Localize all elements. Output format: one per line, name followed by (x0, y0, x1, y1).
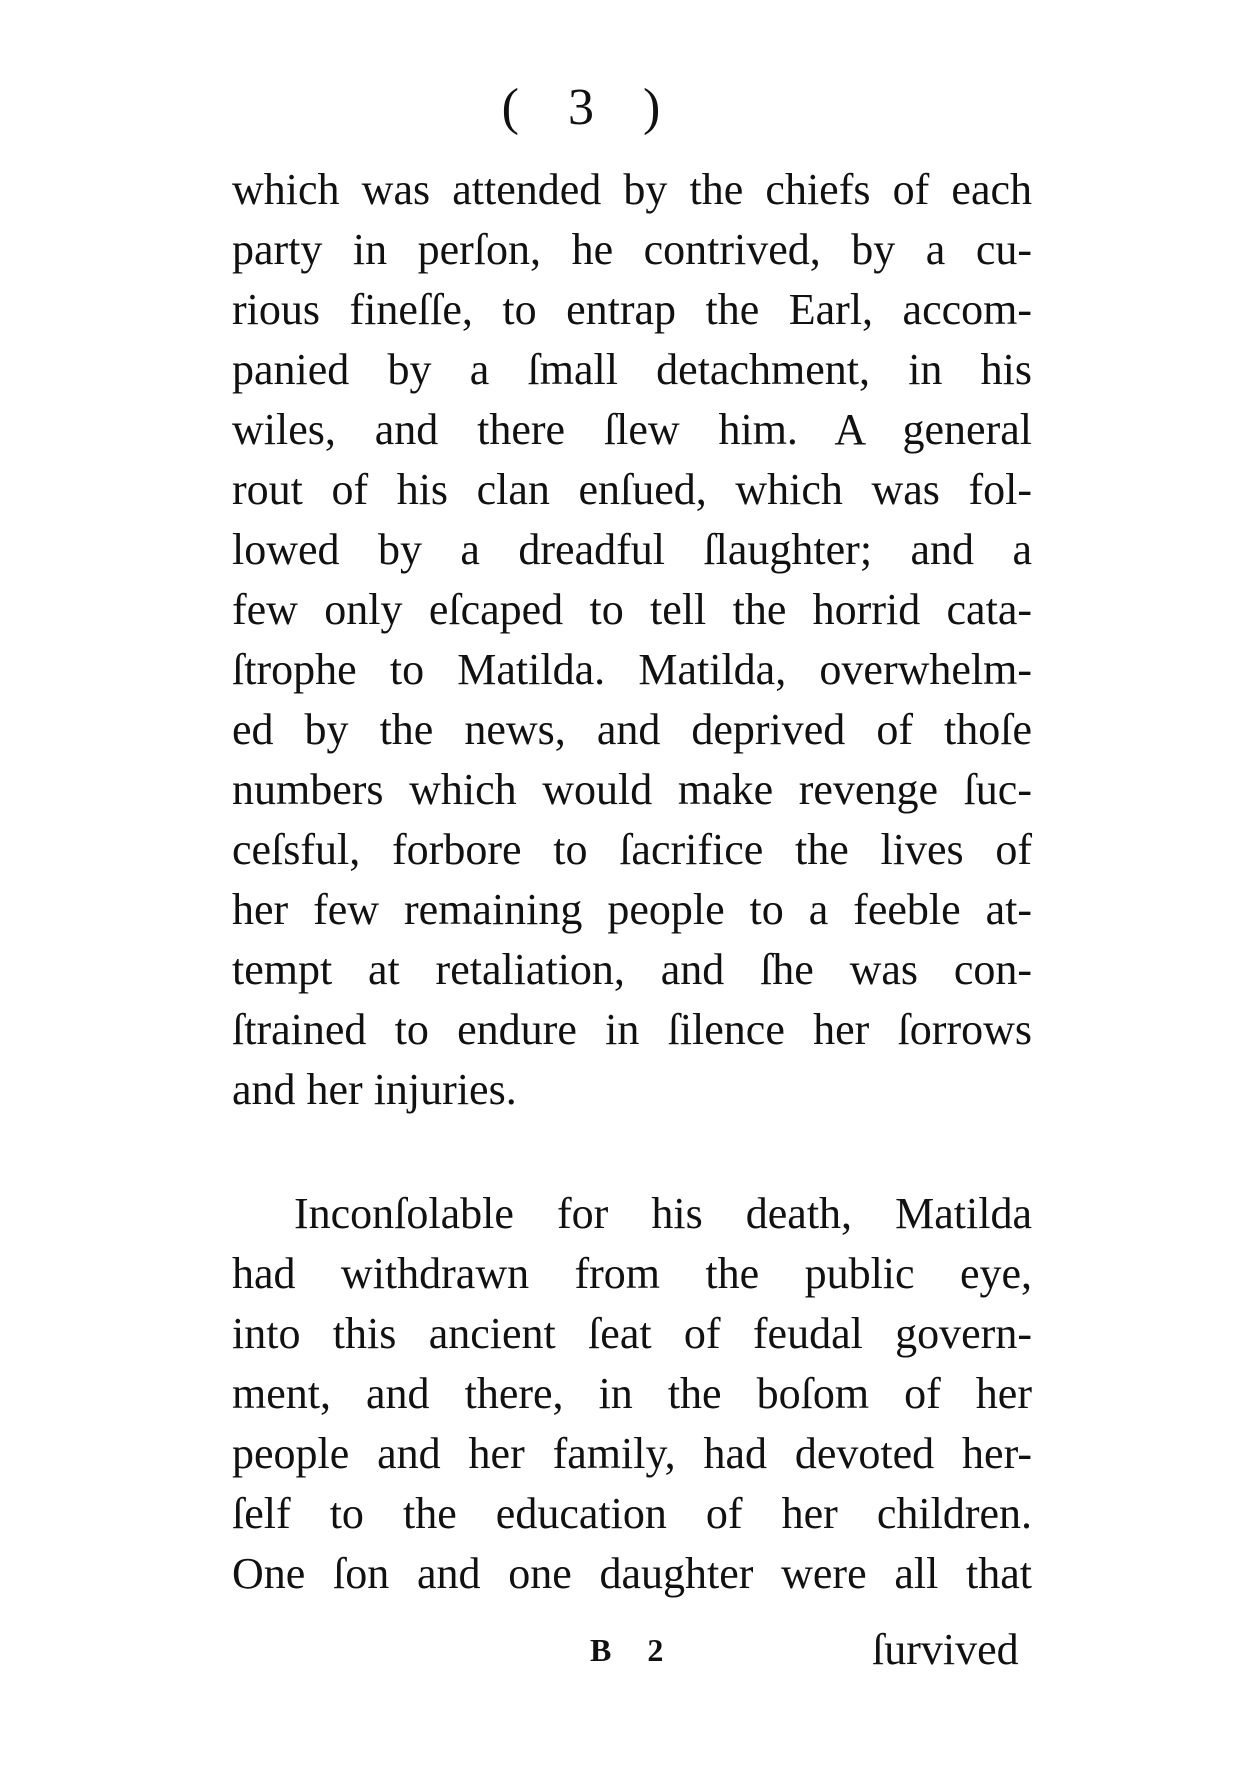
text-line: her few remaining people to a feeble at- (232, 885, 1032, 934)
text-line: people and her family, had devoted her- (232, 1429, 1032, 1478)
text-line: ment, and there, in the boſom of her (232, 1369, 1032, 1418)
text-line: rout of his clan enſued, which was fol- (232, 465, 1032, 514)
text-line: few only eſcaped to tell the horrid cata- (232, 585, 1032, 634)
signature-mark: B 2 (590, 1632, 678, 1668)
text-line: ed by the news, and deprived of thoſe (232, 705, 1032, 754)
text-line: had withdrawn from the public eye, (232, 1249, 1032, 1298)
page-number: ( 3 ) (501, 79, 679, 136)
text-line: into this ancient ſeat of feudal govern- (232, 1309, 1032, 1358)
text-line: numbers which would make revenge ſuc- (232, 765, 1032, 814)
text-line: tempt at retaliation, and ſhe was con- (232, 945, 1032, 994)
text-line: wiles, and there ſlew him. A general (232, 405, 1032, 454)
text-line: ſelf to the education of her children. (232, 1489, 1032, 1538)
text-line: which was attended by the chiefs of each (232, 165, 1032, 214)
text-line: rious fineſſe, to entrap the Earl, accom- (232, 285, 1032, 334)
text-line: panied by a ſmall detachment, in his (232, 345, 1032, 394)
catchword: ſurvived (872, 1625, 1019, 1674)
text-line: Inconſolable for his death, Matilda (294, 1189, 1032, 1238)
paragraph-2 (232, 1184, 1032, 1604)
paragraph-1 (232, 160, 1032, 1120)
page-footer (0, 1624, 1259, 1684)
text-line: party in perſon, he contrived, by a cu- (232, 225, 1032, 274)
text-line: One ſon and one daughter were all that (232, 1549, 1032, 1598)
text-line: and her injuries. (232, 1065, 517, 1114)
text-line: lowed by a dreadful ſlaughter; and a (232, 525, 1032, 574)
text-line: ſtrained to endure in ſilence her ſorrows (232, 1005, 1032, 1054)
text-line: ſtrophe to Matilda. Matilda, overwhelm- (232, 645, 1032, 694)
text-line: ceſsful, forbore to ſacrifice the lives of (232, 825, 1032, 874)
